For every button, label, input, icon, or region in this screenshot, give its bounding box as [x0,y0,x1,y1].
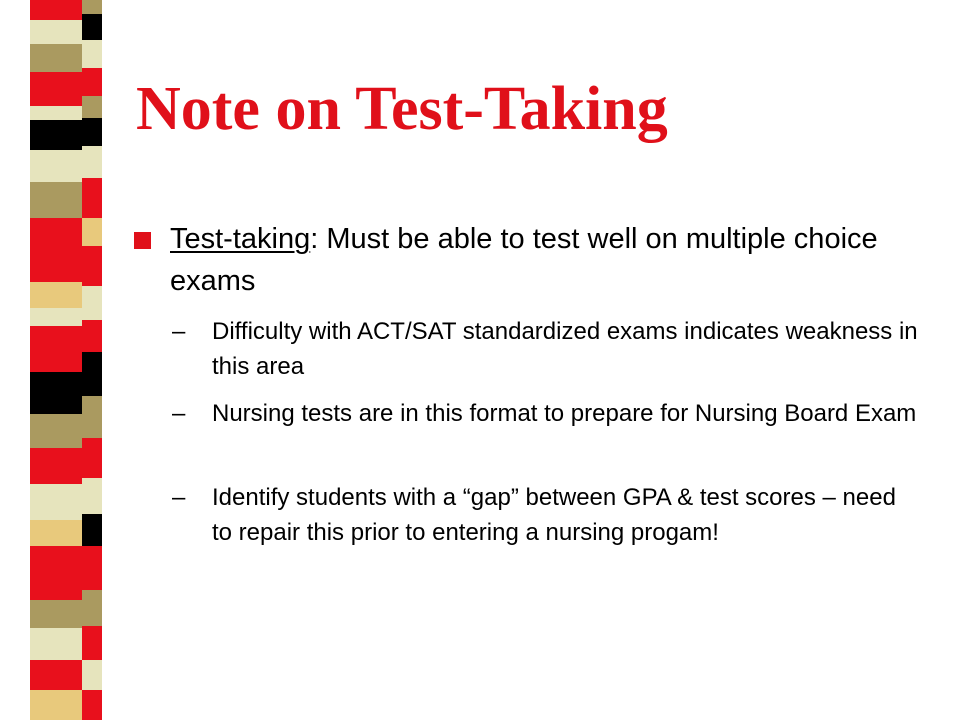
main-bullet-text [170,218,890,302]
bullet-square-icon [134,232,151,249]
stripe-segment [30,256,82,282]
stripe-segment [30,546,82,564]
stripe-segment [30,414,82,448]
stripe-segment [30,660,82,690]
bullet-body: Must be able to test well on multiple choice exams [170,223,878,297]
decorative-stripe-bar [0,0,110,720]
stripe-segment [30,72,82,106]
stripe-segment [30,44,82,72]
dash-icon: – [172,400,186,427]
sub-bullet-text: Nursing tests are in this format to prepare for Nursing Board Exam [212,400,917,427]
stripe-segment [30,372,82,414]
stripe-segment [30,600,82,628]
sub-bullet-text: Difficulty with ACT/SAT standardized exams indicates weakness in this area [212,318,918,380]
stripe-segment [30,520,82,546]
stripe-segment [30,282,82,308]
stripe-segment [30,628,82,660]
dash-icon: – [172,318,186,345]
stripe-segment [30,448,82,484]
stripe-segment [30,150,82,182]
stripe-segment [30,0,82,20]
stripe-segment [30,182,82,218]
stripe-segment [30,308,82,326]
stripe-segment [30,106,82,120]
dash-icon: – [172,484,186,511]
sub-bullet-text: Identify students with a “gap” between GPA & test scores – need to repair this prior to entering a nursing progam! [212,484,896,546]
stripe-segment [30,690,82,720]
bullet-separator: : [310,223,319,255]
slide-title: Note on Test-Taking [136,75,668,143]
stripe-segment [30,218,82,256]
stripe-segment [30,484,82,520]
stripe-segment [30,564,82,600]
bullet-term: Test-taking [170,223,311,255]
stripe-segment [30,326,82,372]
stripe-segment [30,120,82,150]
stripe-segment [30,20,82,44]
